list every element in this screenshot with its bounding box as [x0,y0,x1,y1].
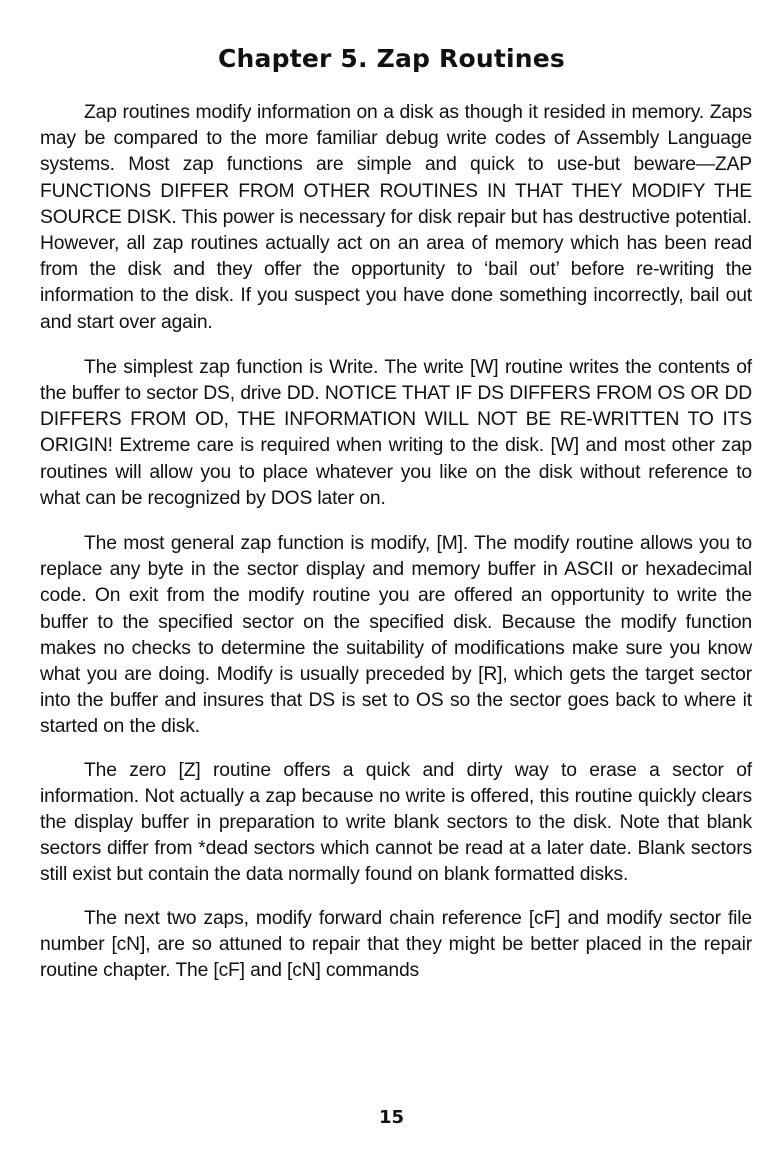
body-text [40,100,752,1003]
paragraph-intro: Zap routines modify information on a disk as though it resided in memory. Zaps may be compared to the more familiar debug write codes of Assembly Language systems. Most zap functions are simple and quick to use-but beware—ZAP FUNCTIONS DIFFER FROM OTHER ROUTINES IN THAT THEY MODIFY THE SOURCE DISK. This power is necessary for disk repair but has destructive potential. However, all zap routines actually act on an area of memory which has been read from the disk and they offer the opportunity to ‘bail out’ before re-writing the information to the disk. If you suspect you have done something incorrectly, bail out and start over again. [40,102,752,333]
page-number: 15 [378,1107,405,1128]
paragraph-chain-reference: The next two zaps, modify forward chain reference [cF] and modify sector file number [cN], are so attuned to repair that they might be better placed in the repair routine chapter. The [cF] and [cN] commands [40,907,752,982]
paragraph-write: The simplest zap function is Write. The write [W] routine writes the contents of the buffer to sector DS, drive DD. NOTICE THAT IF DS DIFFERS FROM OS OR DD DIFFERS FROM OD, THE INFORMATION WILL NOT BE RE-WRITTEN TO ITS ORIGIN! Extreme care is required when writing to the disk. [W] and most other zap routines will allow you to place whatever you like on the disk without reference to what can be recognized by DOS later on. [40,356,752,509]
paragraph-zero: The zero [Z] routine offers a quick and dirty way to erase a sector of information. Not actually a zap because no write is offered, this routine quickly clears the display buffer in preparation to write blank sectors to the disk. Note that blank sectors differ from *dead sectors which cannot be read at a later date. Blank sectors still exist but contain the data normally found on blank formatted disks. [40,759,752,886]
paragraph-modify: The most general zap function is modify, [M]. The modify routine allows you to replace any byte in the sector display and memory buffer in ASCII or hexadecimal code. On exit from the modify routine you are offered an opportunity to write the buffer to the specified sector on the specified disk. Because the modify function makes no checks to determine the suitability of modifications make sure you know what you are doing. Modify is usually preceded by [R], which gets the target sector into the buffer and insures that DS is set to OS so the sector goes back to where it started on the disk. [40,533,752,738]
chapter-title: Chapter 5. Zap Routines [217,44,566,73]
